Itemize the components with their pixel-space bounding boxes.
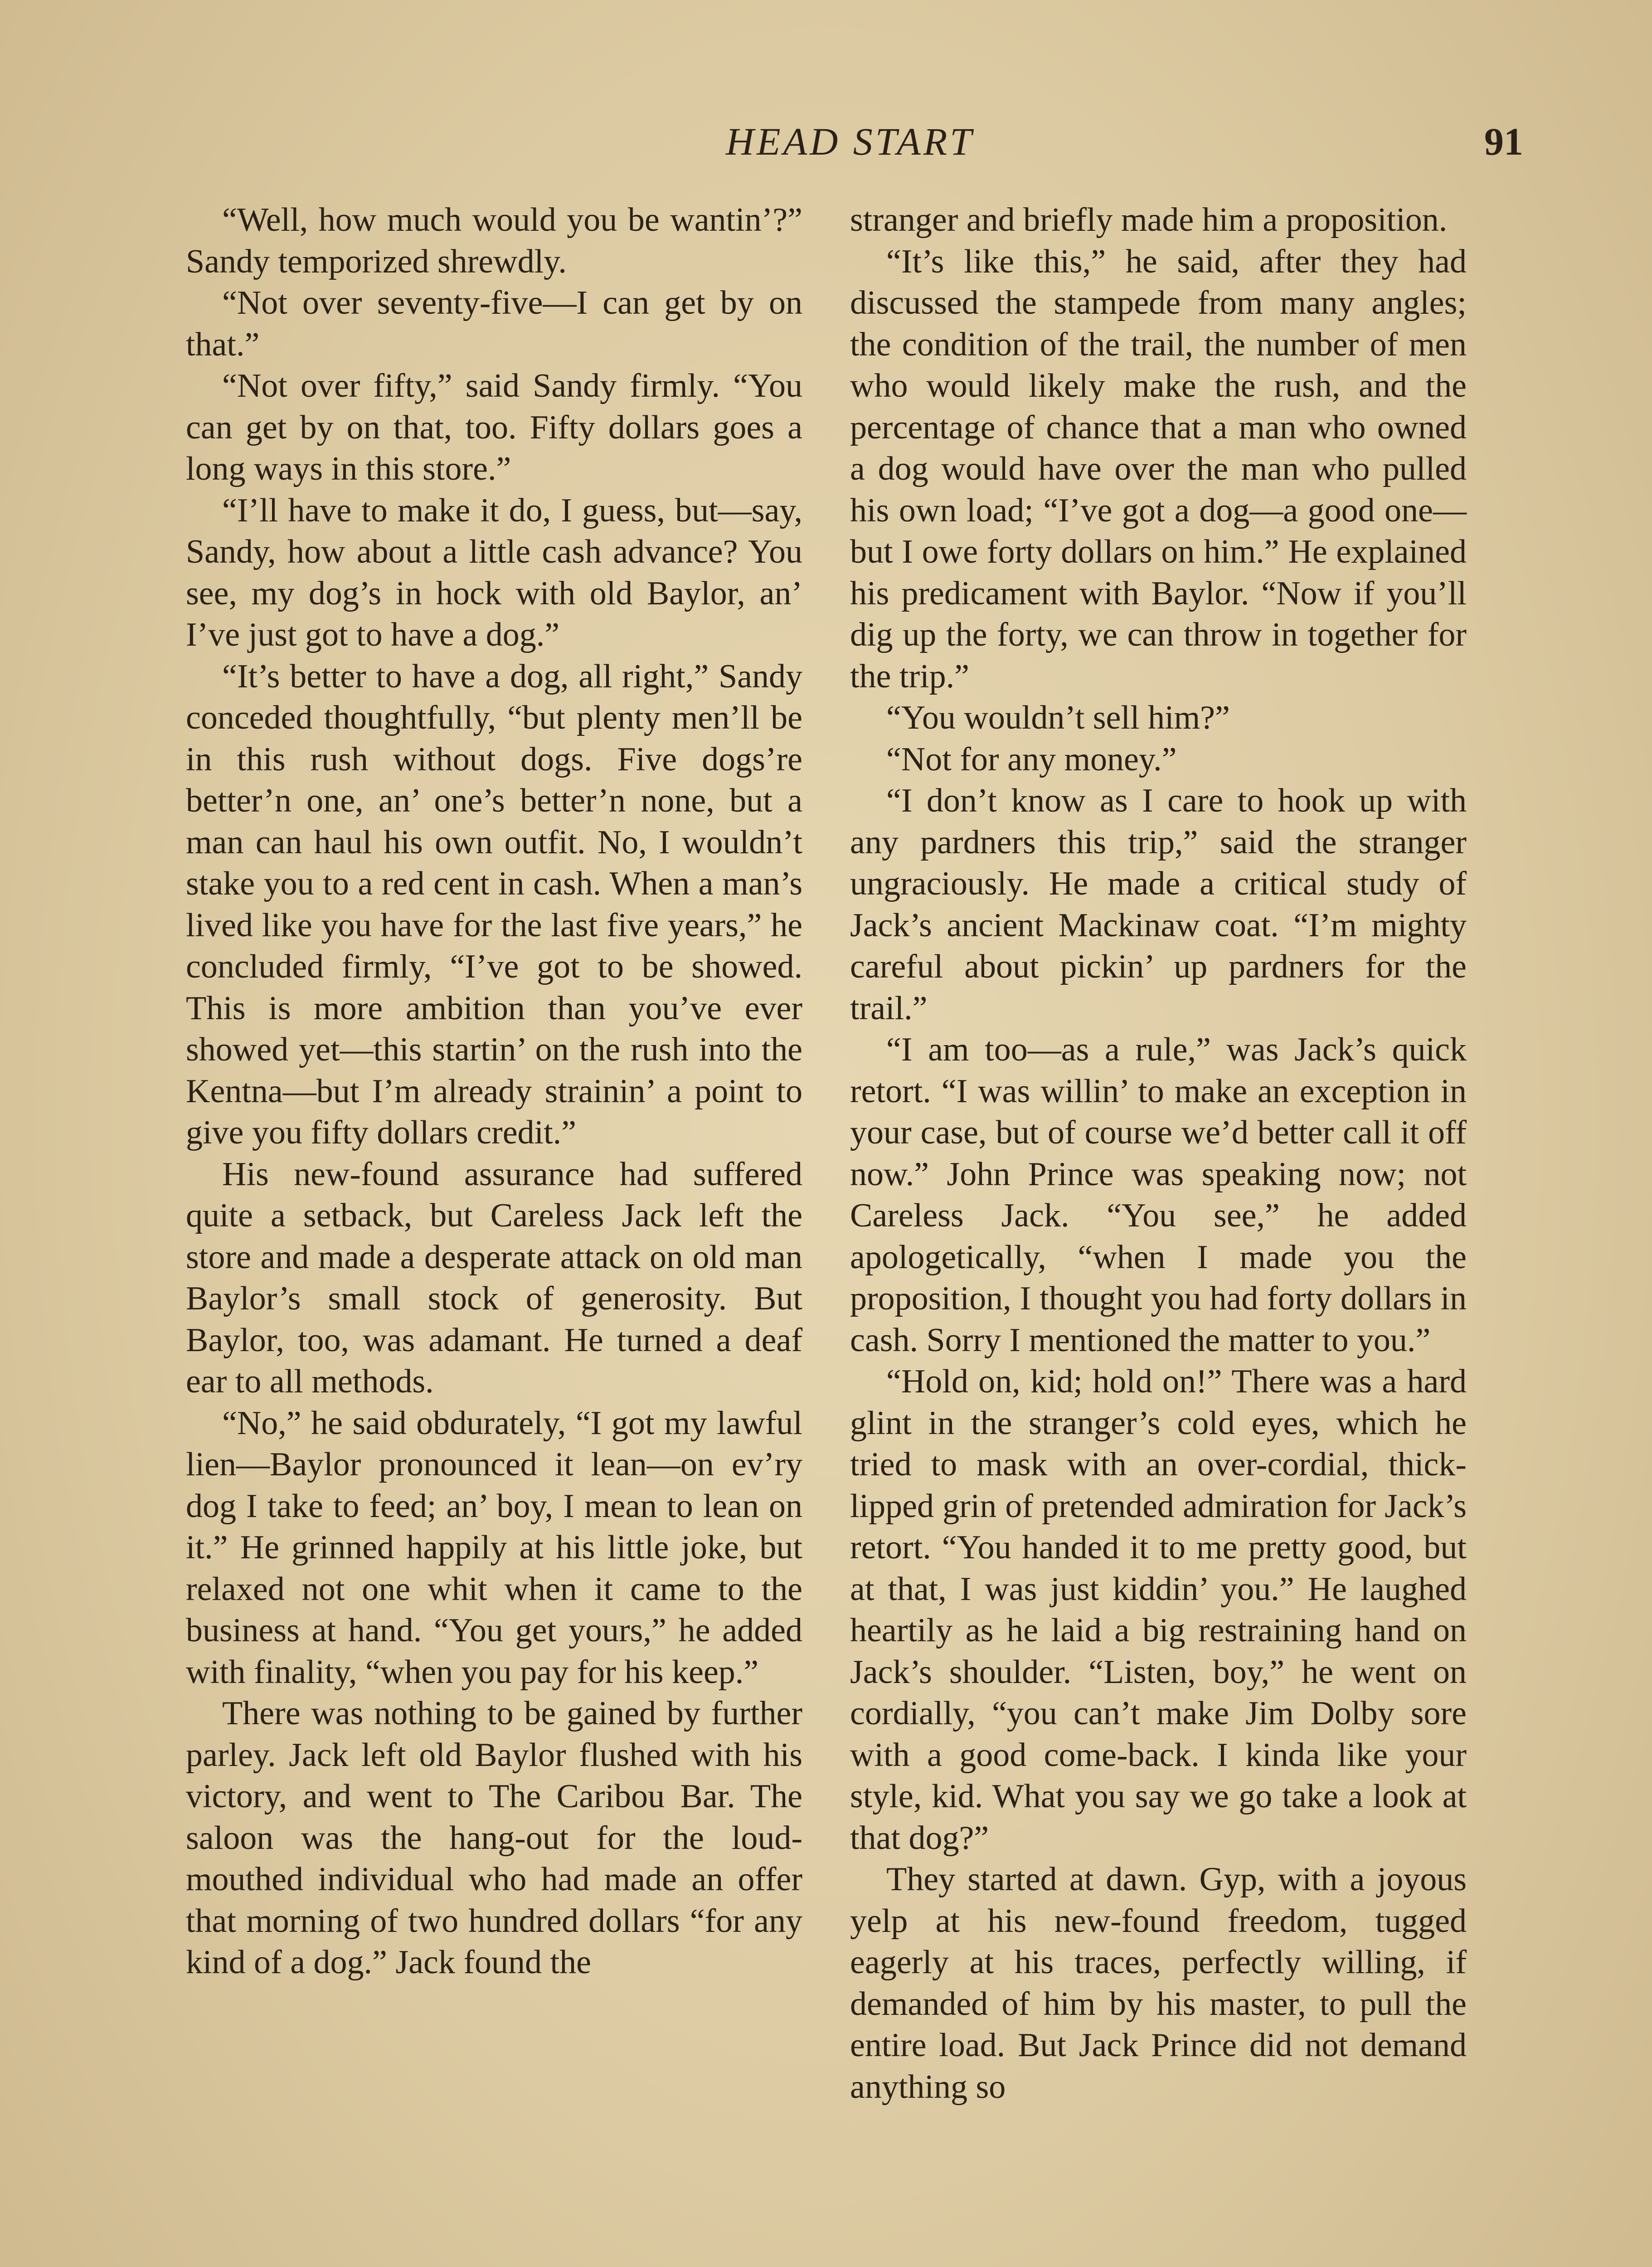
left-column <box>186 199 802 1984</box>
paragraph: “Not over fifty,” said Sandy firmly. “You can get by on that, too. Fifty dollars goes a long ways in this store.” <box>186 367 802 487</box>
paragraph: “I’ll have to make it do, I guess, but—say, Sandy, how about a little cash advance? You see, my dog’s in hock with old Baylor, an’ I’ve just got to have a dog.” <box>186 491 802 653</box>
paragraph: stranger and briefly made him a proposition. <box>850 201 1448 238</box>
paragraph: “I don’t know as I care to hook up with any pardners this trip,” said the stranger ungraciously. He made a critical study of Jack’s ancient Mackinaw coat. “I’m mighty careful about pickin’ up pardners for the trail.” <box>850 782 1467 1027</box>
page-number: 91 <box>1484 120 1523 163</box>
paragraph: “It’s like this,” he said, after they had discussed the stampede from many angles; the condition of the trail, the number of men who would likely make the rush, and the percentage of chance that a man who owned a dog would have over the man who pulled his own load; “I’ve got a dog—a good one—but I owe forty dollars on him.” He explained his predicament with Baylor. “Now if you’ll dig up the forty, we can throw in together for the trip.” <box>850 243 1467 695</box>
paragraph: They started at dawn. Gyp, with a joyous yelp at his new-found freedom, tugged eagerly at his traces, perfectly willing, if demanded of him by his master, to pull the entire load. But Jack Prince did not demand anything so <box>850 1861 1467 2106</box>
paragraph: “You wouldn’t sell him?” <box>886 699 1230 736</box>
paragraph: There was nothing to be gained by further parley. Jack left old Baylor flushed with his victory, and went to The Caribou Bar. The saloon was the hang-out for the loud-mouthed individual who had made an offer that morning of two hundred dollars “for any kind of a dog.” Jack found the <box>186 1695 802 1981</box>
paragraph: “Not over seventy-five—I can get by on that.” <box>186 284 802 363</box>
right-column <box>850 199 1467 2108</box>
paragraph: “Hold on, kid; hold on!” There was a hard glint in the stranger’s cold eyes, which he tried to mask with an over-cordial, thick-lipped grin of pretended admiration for Jack’s retort. “You handed it to me pretty good, but at that, I was just kiddin’ you.” He laughed heartily as he laid a big restraining hand on Jack’s shoulder. “Listen, boy,” he went on cordially, “you can’t make Jim Dolby sore with a good come-back. I kinda like your style, kid. What you say we go take a look at that dog?” <box>850 1363 1467 1857</box>
paragraph: “I am too—as a rule,” was Jack’s quick retort. “I was willin’ to make an exception in your case, but of course we’d better call it off now.” John Prince was speaking now; not Careless Jack. “You see,” he added apologetically, “when I made you the proposition, I thought you had forty dollars in cash. Sorry I mentioned the matter to you.” <box>850 1031 1467 1359</box>
paragraph: “Well, how much would you be wantin’?” Sandy temporized shrewdly. <box>186 201 802 280</box>
running-head: HEAD START <box>725 120 975 163</box>
paragraph: “It’s better to have a dog, all right,” Sandy conceded thoughtfully, “but plenty men’ll be in this rush without dogs. Five dogs’re better’n one, an’ one’s better’n none, but a man can haul his own outfit. No, I wouldn’t stake you to a red cent in cash. When a man’s lived like you have for the last five years,” he concluded firmly, “I’ve got to be showed. This is more ambition than you’ve ever showed yet—this startin’ on the rush into the Kentna—but I’m already strainin’ a point to give you fifty dollars credit.” <box>186 657 802 1151</box>
paragraph: “No,” he said obdurately, “I got my lawful lien—Baylor pronounced it lean—on ev’ry dog I take to feed; an’ boy, I mean to lean on it.” He grinned happily at his little joke, but relaxed not one whit when it came to the business at hand. “You get yours,” he added with finality, “when you pay for his keep.” <box>186 1404 802 1691</box>
paragraph: “Not for any money.” <box>886 740 1177 778</box>
paragraph: His new-found assurance had suffered quite a setback, but Careless Jack left the store and made a desperate attack on old man Baylor’s small stock of generosity. But Baylor, too, was adamant. He turned a deaf ear to all methods. <box>186 1155 802 1400</box>
